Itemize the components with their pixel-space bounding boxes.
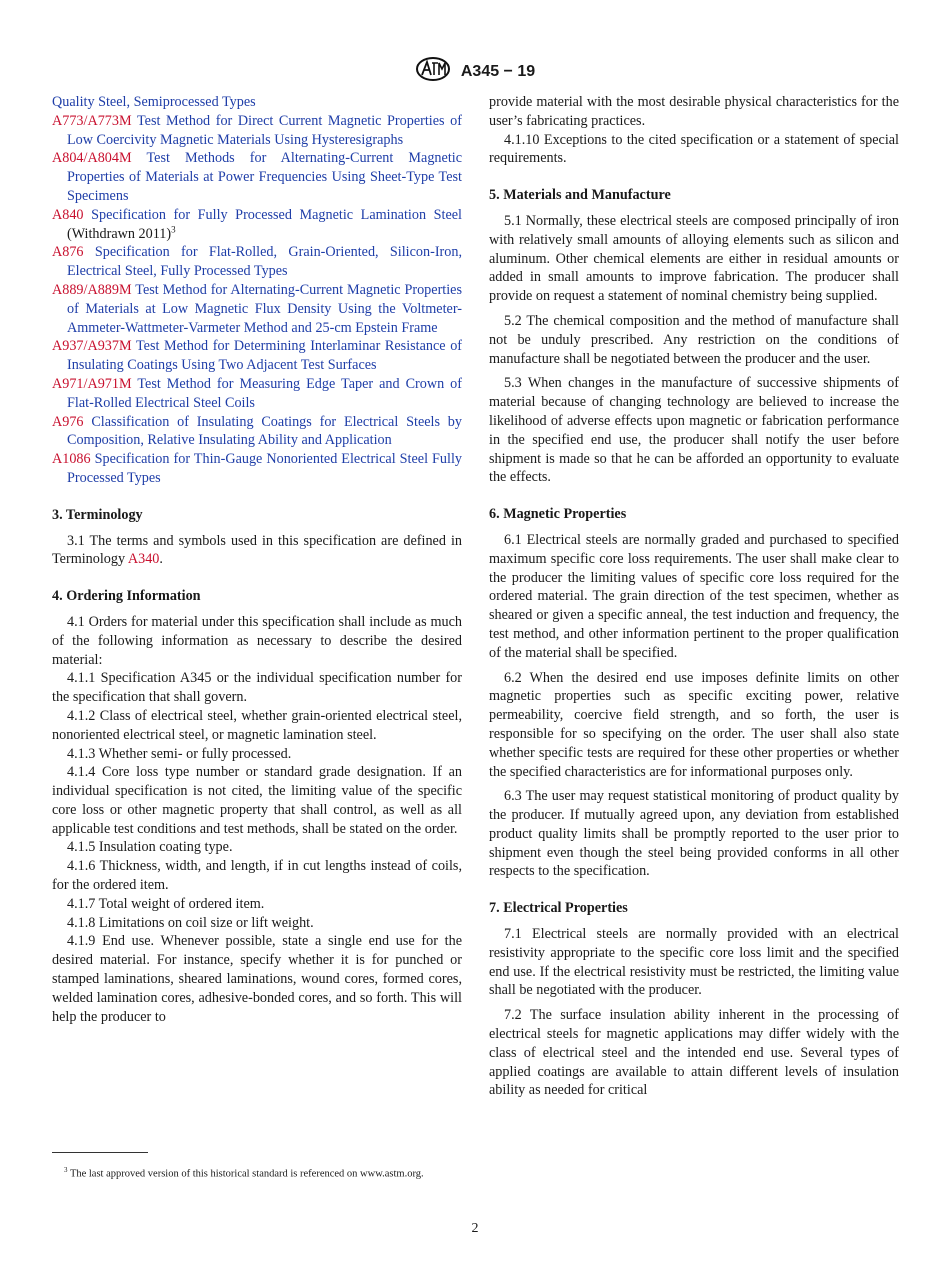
- footnote: [52, 1163, 462, 1182]
- reference-item: [52, 206, 462, 244]
- footnote-divider: [52, 1152, 148, 1153]
- footnote-marker: 3: [171, 223, 176, 234]
- paragraph-5-2: 5.2 The chemical composition and the method of manufacture shall not be unduly prescribed. Any restriction on the conditions of manufacture shall be negotiated between the producer and the user.: [489, 312, 899, 367]
- reference-item: [52, 281, 462, 337]
- reference-title[interactable]: Classification of Insulating Coatings for Electrical Steels by Composition, Relative Insulating Ability and Application: [67, 413, 462, 449]
- paragraph-6-1: 6.1 Electrical steels are normally graded and purchased to specified maximum specific core loss requirements. The user shall make clear to the producer the limiting values of specific core loss required for the ordered material. The grain direction of the test specimen, whether as sheared or given a specific anneal, the test induction and frequency, the test method, and other information pertinent to the proper qualification of the material shall be specified.: [489, 531, 899, 661]
- reference-item: [52, 112, 462, 150]
- paragraph-6-2: 6.2 When the desired end use imposes definite limits on other magnetic properties such as specific exciting power, relative permeability, coercive field strength, and so forth, the user is responsible for so specifying on the order. The user shall also state whether specific tests are required for these other properties or whether the specified characteristics are for informational purposes only.: [489, 669, 899, 780]
- reference-code[interactable]: A889/A889M: [52, 281, 132, 298]
- paragraph-7-2: 7.2 The surface insulation ability inherent in the processing of electrical steels for magnetic applications may differ widely with the class of electrical steel and the intended end use. Several types of applied coatings are available to attain different levels of insulation ability as needed for critical: [489, 1007, 899, 1099]
- paragraph-4-1-2: 4.1.2 Class of electrical steel, whether grain-oriented electrical steel, nonoriented electrical steel, or magnetic lamination steel.: [52, 707, 462, 743]
- paragraph-text: .: [159, 551, 163, 568]
- reference-code[interactable]: A840: [52, 206, 84, 223]
- section-heading-ordering: 4. Ordering Information: [52, 588, 201, 605]
- paragraph-4-1-4: 4.1.4 Core loss type number or standard grade designation. If an individual specification is not cited, the limiting value of the specific core loss or other magnetic property that shall control, as well as all applicable test conditions and test methods, shall be stated on the order.: [52, 764, 462, 837]
- reference-title[interactable]: Specification for Flat-Rolled, Grain-Oriented, Silicon-Iron, Electrical Steel, Fully Processed Types: [67, 244, 463, 280]
- paragraph-6-3: 6.3 The user may request statistical monitoring of product quality by the producer. If mutually agreed upon, any deviation from established product quality limits shall be promptly reported to the user prior to shipment even though the steel being provided conforms in all other respects to the specification.: [489, 788, 899, 880]
- reference-code[interactable]: A1086: [52, 451, 91, 468]
- paragraph-4-1-7: 4.1.7 Total weight of ordered item.: [67, 895, 265, 912]
- reference-item: [52, 375, 462, 413]
- reference-item: [52, 93, 462, 112]
- paragraph-5-3: 5.3 When changes in the manufacture of successive shipments of material because of changing technology are believed to increase the likelihood of adverse effects upon magnetic or fabrication performance in the specified end use, the producer shall notify the user before shipment is made so that he can be afforded an opportunity to evaluate the effects.: [489, 375, 899, 486]
- reference-title[interactable]: Test Method for Alternating-Current Magnetic Properties of Materials at Low Magnetic Flux Density Using the Voltmeter-Ammeter-Wattmeter-Varmeter Method and 25-cm Epstein Frame: [67, 281, 463, 336]
- paragraph-4-1-9: 4.1.9 End use. Whenever possible, state a single end use for the desired material. For instance, specify whether it is for punched or stamped laminations, sheared laminations, wound cores, formed cores, welded lamination cores, adhesive-bonded cores, and so forth. This will help the producer to: [52, 933, 462, 1025]
- left-column: [52, 93, 462, 1026]
- reference-title[interactable]: Test Method for Direct Current Magnetic Properties of Low Coercivity Magnetic Materials Using Hysteresigraphs: [67, 112, 462, 148]
- reference-title[interactable]: Test Methods for Alternating-Current Magnetic Properties of Materials at Power Frequencies Using Sheet-Type Test Specimens: [67, 150, 463, 204]
- reference-code[interactable]: A971/A971M: [52, 375, 132, 392]
- right-column: [489, 93, 899, 1100]
- reference-item: [52, 413, 462, 451]
- paragraph-4-1-5: 4.1.5 Insulation coating type.: [67, 839, 233, 856]
- paragraph-4-1-6: 4.1.6 Thickness, width, and length, if in cut lengths instead of coils, for the ordered item.: [52, 858, 462, 894]
- section-heading-materials: 5. Materials and Manufacture: [489, 187, 671, 204]
- reference-title[interactable]: Quality Steel, Semiprocessed Types: [52, 94, 256, 110]
- paragraph-4-1-9-continued: provide material with the most desirable physical characteristics for the user’s fabricating practices.: [489, 94, 899, 129]
- reference-code[interactable]: A937/A937M: [52, 338, 132, 355]
- reference-title[interactable]: Specification for Fully Processed Magnetic Lamination Steel: [91, 206, 462, 223]
- terminology-link[interactable]: A340: [127, 551, 160, 568]
- paragraph-3-1: [52, 532, 462, 570]
- reference-code[interactable]: A876: [52, 244, 84, 261]
- paragraph-5-1: 5.1 Normally, these electrical steels are composed principally of iron with relatively small amounts of alloying elements such as silicon and aluminum. Other chemical elements are either in residual amounts or added in small amounts to improve fabrication. The producer shall provide on request a statement of nominal chemistry being supplied.: [489, 212, 899, 305]
- reference-title[interactable]: Test Method for Measuring Edge Taper and Crown of Flat-Rolled Electrical Steel Coils: [67, 375, 463, 411]
- paragraph-4-1-1: 4.1.1 Specification A345 or the individual specification number for the specification that shall govern.: [52, 670, 462, 706]
- paragraph-7-1: 7.1 Electrical steels are normally provided with an electrical resistivity appropriate to the specific core loss limit and the specified end use. If the electrical resistivity must be restricted, the limiting value shall be negotiated with the producer.: [489, 926, 899, 999]
- standard-designation: A345 − 19: [460, 62, 536, 80]
- reference-item: [52, 149, 462, 205]
- astm-logo-icon: [415, 56, 451, 87]
- reference-code[interactable]: A773/A773M: [52, 112, 132, 129]
- section-heading-terminology: 3. Terminology: [52, 506, 143, 523]
- section-heading-electrical: 7. Electrical Properties: [489, 900, 628, 917]
- page-header: [0, 56, 950, 87]
- withdrawn-note: (Withdrawn 2011): [67, 225, 172, 242]
- paragraph-4-1-3: 4.1.3 Whether semi- or fully processed.: [67, 745, 292, 762]
- paragraph-4-1-8: 4.1.8 Limitations on coil size or lift weight.: [67, 914, 314, 931]
- footnote-mark: 3: [64, 1166, 68, 1174]
- reference-item: [52, 450, 462, 488]
- paragraph-4-1-10: 4.1.10 Exceptions to the cited specification or a statement of special requirements.: [489, 131, 899, 167]
- reference-title[interactable]: Specification for Thin-Gauge Nonoriented Electrical Steel Fully Processed Types: [67, 451, 462, 486]
- paragraph-text: 3.1 The terms and symbols used in this specification are defined in Terminology: [52, 532, 462, 568]
- reference-item: [52, 337, 462, 375]
- reference-item: [52, 243, 462, 281]
- footnote-text: The last approved version of this historical standard is referenced on www.astm.org.: [69, 1168, 424, 1180]
- paragraph-4-1: 4.1 Orders for material under this specification shall include as much of the following information as necessary to describe the desired material:: [52, 613, 462, 668]
- page-number: 2: [471, 1221, 479, 1236]
- reference-title[interactable]: Test Method for Determining Interlaminar Resistance of Insulating Coatings Using Two Adjacent Test Surfaces: [67, 338, 463, 374]
- reference-code[interactable]: A804/A804M: [52, 150, 132, 167]
- reference-code[interactable]: A976: [52, 413, 84, 430]
- section-heading-magnetic: 6. Magnetic Properties: [489, 506, 627, 523]
